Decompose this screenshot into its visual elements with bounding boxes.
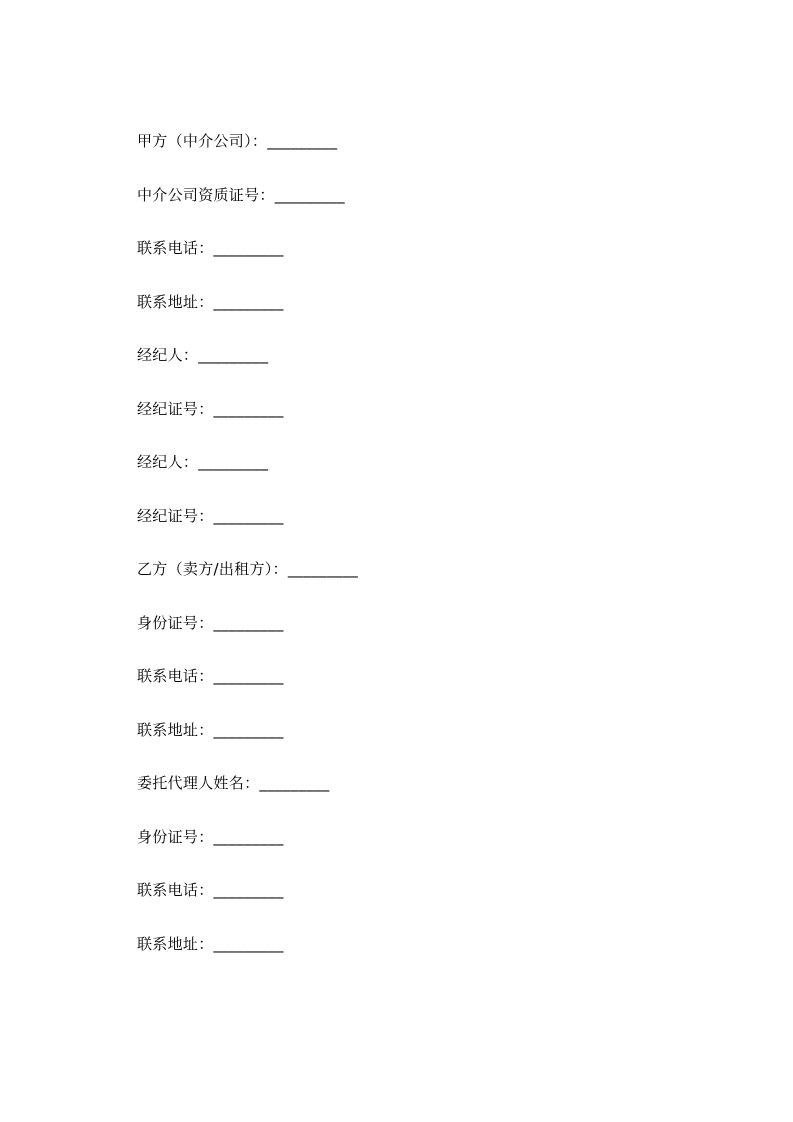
agent-name-line: [137, 771, 358, 825]
contract-party-info: [137, 129, 358, 985]
party-b-line: [137, 557, 358, 611]
party-b-address-label: 联系地址：_________: [137, 720, 284, 739]
party-a-address-line: [137, 290, 358, 344]
agent-id-line: [137, 825, 358, 879]
agent-address-line: [137, 932, 358, 986]
party-a-line: [137, 129, 358, 183]
agency-license-line: [137, 183, 358, 237]
party-b-id-label: 身份证号：_________: [137, 613, 284, 632]
agent-id-label: 身份证号：_________: [137, 827, 284, 846]
party-b-phone-line: [137, 664, 358, 718]
party-b-address-line: [137, 718, 358, 772]
agent-name-label: 委托代理人姓名：_________: [137, 774, 330, 792]
agent-phone-label: 联系电话：_________: [137, 881, 284, 899]
party-b-phone-label: 联系电话：_________: [137, 667, 284, 685]
party-b-id-line: [137, 611, 358, 665]
broker-1-license-line: [137, 397, 358, 451]
agency-license-label: 中介公司资质证号：_________: [137, 185, 345, 204]
broker-1-line: [137, 343, 358, 397]
broker-2-label: 经纪人：_________: [137, 453, 269, 471]
broker-2-license-label: 经纪证号：_________: [137, 506, 284, 525]
agent-address-label: 联系地址：_________: [137, 934, 284, 953]
party-a-phone-line: [137, 236, 358, 290]
broker-1-license-label: 经纪证号：_________: [137, 399, 284, 418]
broker-2-license-line: [137, 504, 358, 558]
broker-1-label: 经纪人：_________: [137, 346, 269, 364]
party-a-phone-label: 联系电话：_________: [137, 239, 284, 257]
agent-phone-line: [137, 878, 358, 932]
party-a-label: 甲方（中介公司）：_________: [137, 132, 338, 150]
broker-2-line: [137, 450, 358, 504]
party-b-label: 乙方（卖方/出租方）：_________: [137, 560, 359, 578]
party-a-address-label: 联系地址：_________: [137, 292, 284, 311]
